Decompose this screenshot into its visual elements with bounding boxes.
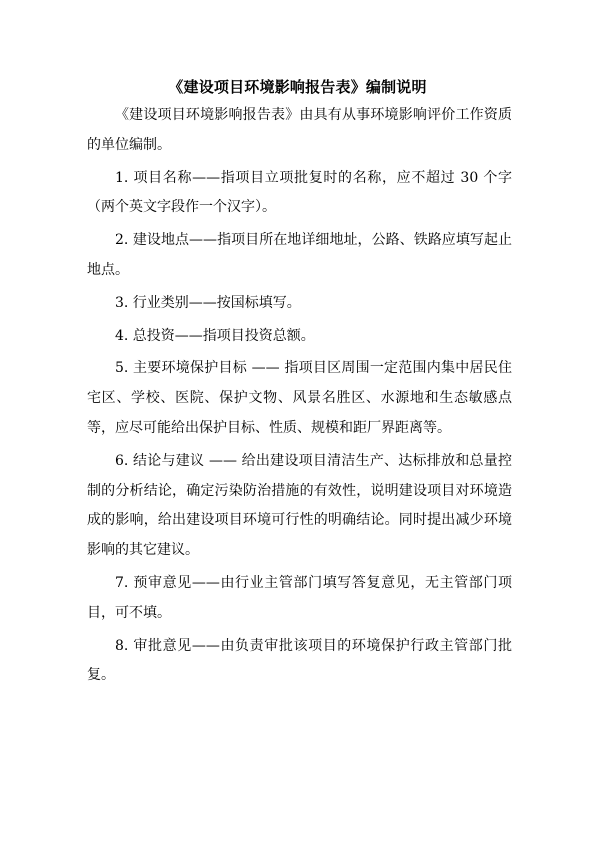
item-5-paragraph: 5. 主要环境保护目标 —— 指项目区周围一定范围内集中居民住宅区、学校、医院、保护文物、风景名胜区、水源地和生态敏感点等，应尽可能给出保护目标、性质、规模和距厂界距离等。: [87, 360, 512, 436]
item-2-paragraph: 2. 建设地点——指项目所在地详细地址，公路、铁路应填写起止地点。: [87, 232, 512, 278]
document-title: 《建设项目环境影响报告表》编制说明: [168, 78, 427, 96]
item-6-paragraph: 6. 结论与建议 —— 给出建设项目清洁生产、达标排放和总量控制的分析结论，确定污染防治措施的有效性，说明建设项目对环境造成的影响，给出建设项目环境可行性的明确结论。同时提出减少环境影响的其它建议。: [87, 452, 512, 559]
item-8-paragraph: 8. 审批意见——由负责审批该项目的环境保护行政主管部门批复。: [87, 637, 512, 684]
item-1-paragraph: 1. 项目名称——指项目立项批复时的名称，应不超过 30 个字（两个英文字段作一个汉字）。: [87, 169, 512, 216]
item-4-paragraph: 4. 总投资——指项目投资总额。: [115, 327, 315, 344]
item-3-paragraph: 3. 行业类别——按国标填写。: [115, 294, 301, 311]
intro-paragraph: 《建设项目环境影响报告表》由具有从事环境影响评价工作资质的单位编制。: [87, 107, 512, 153]
document-body: [87, 101, 512, 694]
item-7-paragraph: 7. 预审意见——由行业主管部门填写答复意见，无主管部门项目，可不填。: [87, 574, 512, 621]
